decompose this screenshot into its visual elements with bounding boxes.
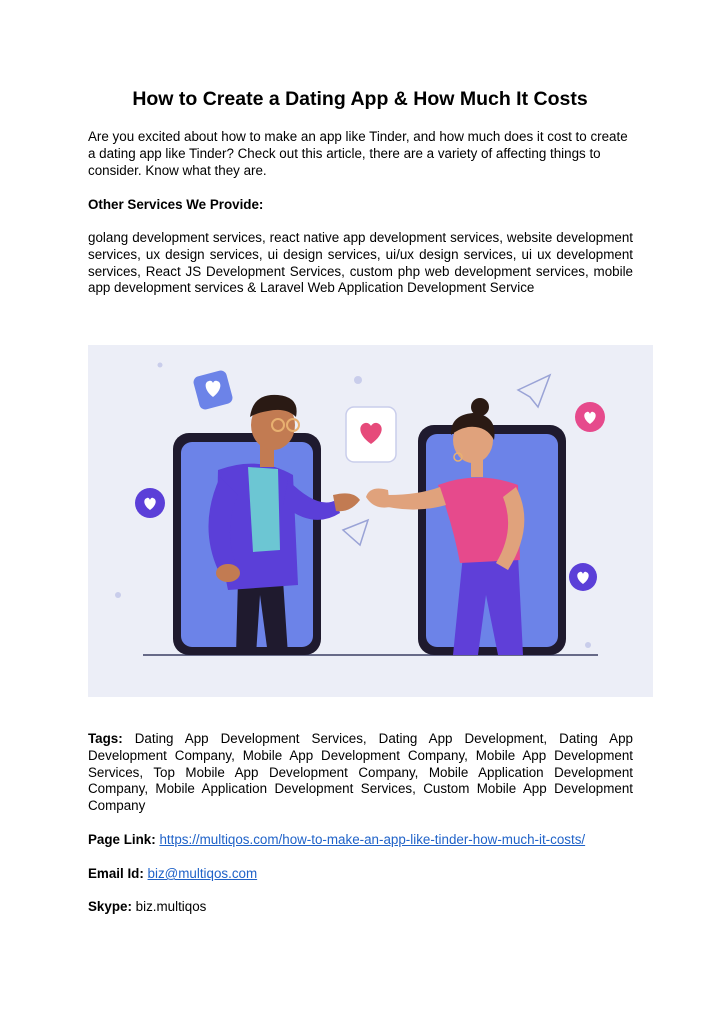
services-paragraph: golang development services, react native app development services, website development services, ux design services, ui design services, ui/ux design services, ui ux development services, React JS Development Services, custom php web development services, mobile app development services & Laravel Web Application Development Service (88, 230, 633, 296)
tags-label: Tags: (88, 731, 123, 746)
dating-app-illustration (88, 345, 653, 697)
email-link[interactable]: biz@multiqos.com (147, 866, 258, 881)
tags-text: Dating App Development Services, Dating App Development, Dating App Development Company, Mobile App Development Company, Mobile App Development Services, Top Mobile App Development Company, Mobile Application Development Company, Mobile Application Development Services, Custom Mobile App Development Company (88, 731, 633, 814)
document-title: How to Create a Dating App & How Much It Costs (132, 88, 588, 110)
email-line (88, 866, 633, 883)
skype-line (88, 899, 633, 916)
skype-label: Skype: (88, 899, 132, 914)
skype-value: biz.multiqos (135, 899, 207, 914)
page-link-label: Page Link: (88, 832, 156, 847)
intro-paragraph: Are you excited about how to make an app like Tinder, and how much does it cost to create a dating app like Tinder? Check out this article, there are a variety of affecting things to consider. Know what they are. (88, 129, 628, 178)
email-label: Email Id: (88, 866, 144, 881)
tags-paragraph (88, 731, 633, 815)
heart-chat-bubble-icon (192, 369, 234, 411)
heart-card-icon (346, 407, 396, 462)
services-heading: Other Services We Provide: (88, 197, 264, 212)
page-link-line (88, 832, 633, 849)
page-link-url[interactable]: https://multiqos.com/how-to-make-an-app-like-tinder-how-much-it-costs/ (159, 832, 586, 847)
